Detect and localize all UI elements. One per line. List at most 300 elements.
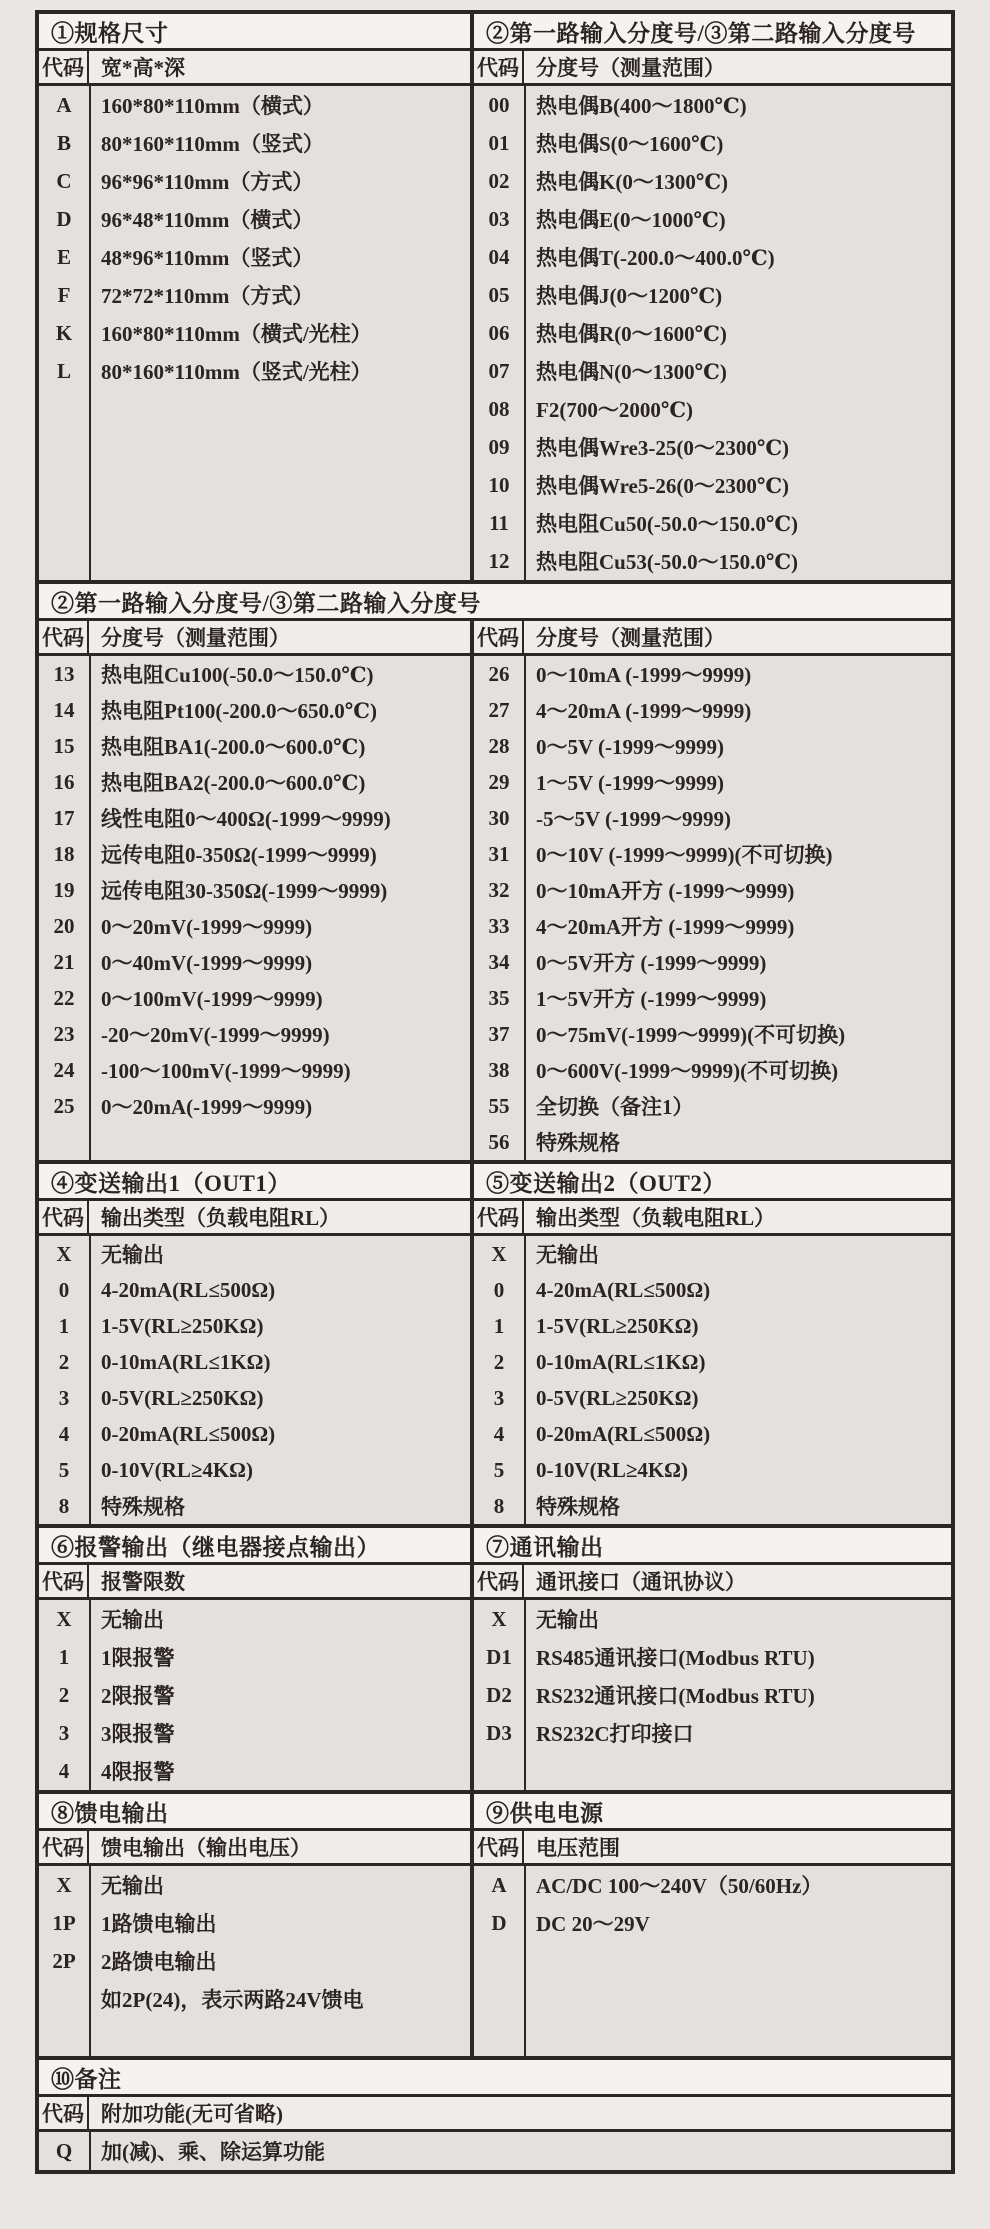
table-row <box>474 1416 951 1452</box>
table-row <box>474 980 951 1016</box>
row-desc: 80*160*110mm（竖式/光柱） <box>101 360 372 384</box>
row-code: 3 <box>58 1385 70 1410</box>
row-code: 8 <box>58 1493 70 1518</box>
column-header <box>39 1831 470 1866</box>
row-code: Q <box>55 2138 73 2163</box>
row-code: 0 <box>58 1277 70 1302</box>
row-desc: 全切换（备注1） <box>536 1095 694 1119</box>
table-row <box>39 872 470 908</box>
code-column-header: 代码 <box>474 1565 524 1597</box>
row-code: 5 <box>58 1457 70 1482</box>
code-column-header: 代码 <box>39 1201 89 1233</box>
table-row <box>39 908 470 944</box>
row-desc: 0～10V (-1999～9999)(不可切换) <box>536 843 833 867</box>
row-code: 8 <box>493 1493 505 1518</box>
code-column-header: 代码 <box>474 1201 524 1233</box>
row-desc: 0～10mA开方 (-1999～9999) <box>536 879 795 903</box>
table-row <box>39 276 470 314</box>
row-code: 2 <box>58 1682 70 1707</box>
row-code: 12 <box>488 548 510 573</box>
table-row <box>39 1344 470 1380</box>
table-row <box>39 944 470 980</box>
table-row <box>474 1638 951 1676</box>
row-desc: 1路馈电输出 <box>101 1912 217 1936</box>
row-desc: 加(减)、乘、除运算功能 <box>101 2140 325 2164</box>
row-desc: 0～20mA(-1999～9999) <box>101 1095 313 1119</box>
table-row <box>474 908 951 944</box>
row-desc: 1限报警 <box>101 1646 175 1670</box>
row-code: 10 <box>488 472 510 497</box>
desc-column-header: 分度号（测量范围） <box>536 626 725 650</box>
row-desc: 热电阻Cu100(-50.0～150.0℃) <box>101 663 374 687</box>
desc-column-header: 电压范围 <box>536 1836 620 1860</box>
table-row <box>474 1236 951 1272</box>
row-desc: 热电阻Pt100(-200.0～650.0℃) <box>101 699 377 723</box>
row-desc: 特殊规格 <box>536 1495 620 1519</box>
column-header <box>39 1565 470 1600</box>
row-desc: 远传电阻30-350Ω(-1999～9999) <box>101 879 388 903</box>
table-row <box>474 1714 951 1752</box>
section-title: ⑧馈电输出 <box>39 1794 470 1831</box>
row-code: 2 <box>58 1349 70 1374</box>
row-code: 11 <box>489 510 509 535</box>
section-remarks <box>39 2097 951 2170</box>
table-row <box>474 86 951 124</box>
row-desc: 0～600V(-1999～9999)(不可切换) <box>536 1059 839 1083</box>
row-code: D1 <box>486 1644 512 1669</box>
row-code: 18 <box>53 841 75 866</box>
table-row <box>39 1488 470 1524</box>
row-desc: F2(700～2000℃) <box>536 398 693 422</box>
column-header <box>474 1565 951 1600</box>
row-code: 15 <box>53 733 75 758</box>
row-code: 02 <box>488 168 510 193</box>
table-row <box>474 1380 951 1416</box>
desc-column-header: 输出类型（负载电阻RL） <box>101 1206 341 1230</box>
table-row <box>474 944 951 980</box>
row-code: L <box>56 358 71 383</box>
row-desc: -20～20mV(-1999～9999) <box>101 1023 330 1047</box>
row-code: 04 <box>488 244 510 269</box>
table-row <box>39 1016 470 1052</box>
column-header <box>474 621 951 656</box>
table-row <box>474 1344 951 1380</box>
row-desc: 0-5V(RL≥250KΩ) <box>536 1385 699 1410</box>
panel-row-1 <box>39 14 951 584</box>
table-row <box>39 200 470 238</box>
row-code: 29 <box>488 769 510 794</box>
row-code: 09 <box>488 434 510 459</box>
table-row <box>39 352 470 390</box>
row-desc: 特殊规格 <box>101 1495 185 1519</box>
table-row <box>39 124 470 162</box>
row-code: 01 <box>488 130 510 155</box>
section-comm-output <box>470 1528 951 1790</box>
table-row <box>39 836 470 872</box>
row-desc: 0～40mV(-1999～9999) <box>101 951 313 975</box>
ordering-code-table <box>35 10 955 2174</box>
panel-row-2 <box>39 584 951 1164</box>
row-desc: 线性电阻0～400Ω(-1999～9999) <box>101 807 391 831</box>
column-header <box>474 51 951 86</box>
input-index-rows-13-25 <box>39 656 470 1160</box>
column-header <box>39 1201 470 1236</box>
row-desc: RS232C打印接口 <box>536 1722 694 1746</box>
table-row <box>39 1308 470 1344</box>
row-desc: 2限报警 <box>101 1684 175 1708</box>
table-row <box>39 1600 470 1638</box>
table-row <box>39 1676 470 1714</box>
row-desc: 0-10mA(RL≤1KΩ) <box>536 1349 706 1374</box>
row-code: 0 <box>493 1277 505 1302</box>
row-desc: 无输出 <box>536 1243 599 1267</box>
table-row <box>474 428 951 466</box>
row-desc: 96*48*110mm（横式） <box>101 208 314 232</box>
row-code: 55 <box>488 1093 510 1118</box>
section-title: ④变送输出1（OUT1） <box>39 1164 470 1201</box>
row-code: 2 <box>493 1349 505 1374</box>
input-index-rows-26-56 <box>474 656 951 1160</box>
code-column-header: 代码 <box>474 1831 524 1863</box>
row-desc: 160*80*110mm（横式） <box>101 94 324 118</box>
row-code: 14 <box>53 697 75 722</box>
remarks-split <box>39 2097 951 2170</box>
table-row <box>39 980 470 1016</box>
table-row <box>39 1980 470 2018</box>
row-desc: 热电偶E(0～1000℃) <box>536 208 726 232</box>
row-code: 31 <box>488 841 510 866</box>
remarks-rows <box>39 2132 951 2170</box>
table-row <box>39 314 470 352</box>
table-row <box>474 836 951 872</box>
table-row <box>39 728 470 764</box>
row-code: 35 <box>488 985 510 1010</box>
row-code: 4 <box>58 1758 70 1783</box>
row-code: 1P <box>52 1910 76 1935</box>
row-code: 05 <box>488 282 510 307</box>
table-row <box>39 1088 470 1124</box>
row-desc: 4～20mA开方 (-1999～9999) <box>536 915 795 939</box>
row-code: B <box>56 130 71 155</box>
section-title: ⑤变送输出2（OUT2） <box>474 1164 951 1201</box>
code-column-header: 代码 <box>39 621 89 653</box>
row-desc: 无输出 <box>536 1608 599 1632</box>
row-desc: 热电偶K(0～1300℃) <box>536 170 728 194</box>
input-index-right-panel <box>470 621 951 1160</box>
table-row <box>474 314 951 352</box>
table-row <box>39 1866 470 1904</box>
table-row <box>474 124 951 162</box>
code-column-header: 代码 <box>39 51 89 83</box>
row-desc: 4-20mA(RL≤500Ω) <box>536 1277 711 1302</box>
row-code: K <box>55 320 73 345</box>
input-index-rows-00-12 <box>474 86 951 580</box>
row-desc: 无输出 <box>101 1874 164 1898</box>
row-desc: 热电偶T(-200.0～400.0℃) <box>536 246 775 270</box>
table-row <box>474 800 951 836</box>
table-row <box>474 692 951 728</box>
table-row <box>474 728 951 764</box>
row-desc: 1～5V开方 (-1999～9999) <box>536 987 767 1011</box>
row-desc: 热电偶Wre5-26(0～2300℃) <box>536 474 790 498</box>
table-row <box>39 1942 470 1980</box>
section-transmit-out1 <box>39 1164 470 1524</box>
table-row <box>39 162 470 200</box>
alarm-rows <box>39 1600 470 1790</box>
table-row <box>39 1416 470 1452</box>
row-desc: 72*72*110mm（方式） <box>101 284 314 308</box>
table-row <box>474 872 951 908</box>
row-code: 17 <box>53 805 75 830</box>
row-desc: 0-10mA(RL≤1KΩ) <box>101 1349 271 1374</box>
table-row <box>474 276 951 314</box>
row-code: A <box>491 1872 507 1897</box>
input-index-continuation <box>39 621 951 1160</box>
row-code: 38 <box>488 1057 510 1082</box>
row-code <box>39 1980 89 2018</box>
feed-output-rows <box>39 1866 470 2056</box>
out2-rows <box>474 1236 951 1524</box>
row-desc: 热电偶B(400～1800℃) <box>536 94 747 118</box>
row-code: 26 <box>488 661 510 686</box>
row-desc: 0～5V开方 (-1999～9999) <box>536 951 767 975</box>
row-code: 33 <box>488 913 510 938</box>
row-code: 13 <box>53 661 75 686</box>
table-row <box>39 1904 470 1942</box>
row-desc: 0-10V(RL≥4KΩ) <box>101 1457 253 1482</box>
table-row <box>474 1600 951 1638</box>
desc-column-header: 附加功能(无可省略) <box>101 2102 283 2126</box>
power-supply-rows <box>474 1866 951 2056</box>
row-desc: 热电阻BA2(-200.0～600.0℃) <box>101 771 366 795</box>
row-code: 37 <box>488 1021 510 1046</box>
row-code: 06 <box>488 320 510 345</box>
table-row <box>474 238 951 276</box>
table-row <box>474 1124 951 1160</box>
table-row <box>474 1272 951 1308</box>
row-code: 2P <box>52 1948 76 1973</box>
section-title: ⑥报警输出（继电器接点输出） <box>39 1528 470 1565</box>
row-code: D <box>56 206 72 231</box>
row-desc: 热电阻BA1(-200.0～600.0℃) <box>101 735 366 759</box>
row-desc: 3限报警 <box>101 1722 175 1746</box>
row-code: 1 <box>493 1313 505 1338</box>
table-row <box>39 656 470 692</box>
column-header <box>39 2097 951 2132</box>
row-desc: 0～5V (-1999～9999) <box>536 735 725 759</box>
table-row <box>39 2132 951 2170</box>
table-row <box>39 1272 470 1308</box>
section-title: ②第一路输入分度号/③第二路输入分度号 <box>474 14 951 51</box>
row-desc: DC 20～29V <box>536 1912 650 1936</box>
row-code: 20 <box>53 913 75 938</box>
section-title: ⑩备注 <box>39 2060 951 2097</box>
row-desc: 1-5V(RL≥250KΩ) <box>536 1313 699 1338</box>
row-code: D <box>491 1910 507 1935</box>
row-desc: RS232通讯接口(Modbus RTU) <box>536 1684 815 1708</box>
row-desc: 热电偶S(0～1600℃) <box>536 132 724 156</box>
row-desc: 1～5V (-1999～9999) <box>536 771 725 795</box>
table-row <box>39 1714 470 1752</box>
row-code: 23 <box>53 1021 75 1046</box>
row-code: 24 <box>53 1057 75 1082</box>
desc-column-header: 报警限数 <box>101 1570 185 1594</box>
row-code: 16 <box>53 769 75 794</box>
row-code: 32 <box>488 877 510 902</box>
panel-row-3 <box>39 1164 951 1528</box>
row-code: E <box>56 244 71 269</box>
column-header <box>474 1831 951 1866</box>
row-desc: 如2P(24)，表示两路24V馈电 <box>101 1988 364 2012</box>
row-desc: 无输出 <box>101 1243 164 1267</box>
table-row <box>39 1452 470 1488</box>
row-desc: 0-20mA(RL≤500Ω) <box>101 1421 276 1446</box>
table-row <box>474 162 951 200</box>
table-row <box>39 764 470 800</box>
table-row <box>474 1904 951 1942</box>
row-desc: 2路馈电输出 <box>101 1950 217 1974</box>
code-column-header: 代码 <box>474 621 524 653</box>
row-code: 28 <box>488 733 510 758</box>
row-code: 56 <box>488 1129 510 1154</box>
table-row <box>474 1866 951 1904</box>
panel-row-4 <box>39 1528 951 1794</box>
code-column-header: 代码 <box>39 1831 89 1863</box>
section-input-index-top <box>470 14 951 580</box>
code-column-header: 代码 <box>39 2097 89 2129</box>
row-desc: 4-20mA(RL≤500Ω) <box>101 1277 276 1302</box>
table-row <box>474 542 951 580</box>
section-transmit-out2 <box>470 1164 951 1524</box>
row-code: 08 <box>488 396 510 421</box>
table-row <box>39 1380 470 1416</box>
panel-row-6 <box>39 2060 951 2170</box>
desc-column-header: 分度号（测量范围） <box>536 56 725 80</box>
row-code: 22 <box>53 985 75 1010</box>
row-desc: 无输出 <box>101 1608 164 1632</box>
row-desc: -100～100mV(-1999～9999) <box>101 1059 351 1083</box>
row-code: X <box>56 1872 72 1897</box>
row-desc: 0-20mA(RL≤500Ω) <box>536 1421 711 1446</box>
out1-rows <box>39 1236 470 1524</box>
row-code: X <box>491 1606 507 1631</box>
section-feed-output <box>39 1794 470 2056</box>
row-code: 25 <box>53 1093 75 1118</box>
column-header <box>474 1201 951 1236</box>
desc-column-header: 分度号（测量范围） <box>101 626 290 650</box>
row-desc: 0-10V(RL≥4KΩ) <box>536 1457 688 1482</box>
table-row <box>474 390 951 428</box>
row-code: 4 <box>58 1421 70 1446</box>
row-desc: 热电偶Wre3-25(0～2300℃) <box>536 436 790 460</box>
row-code: 3 <box>58 1720 70 1745</box>
desc-column-header: 输出类型（负载电阻RL） <box>536 1206 776 1230</box>
section-title: ②第一路输入分度号/③第二路输入分度号 <box>39 584 951 621</box>
row-code: X <box>56 1241 72 1266</box>
table-row <box>474 200 951 238</box>
row-desc: 0～10mA (-1999～9999) <box>536 663 752 687</box>
row-code: A <box>56 92 72 117</box>
code-column-header: 代码 <box>39 1565 89 1597</box>
row-desc: 热电偶R(0～1600℃) <box>536 322 727 346</box>
table-row <box>39 1236 470 1272</box>
comm-rows <box>474 1600 951 1790</box>
table-row <box>39 1752 470 1790</box>
table-row <box>474 764 951 800</box>
section-spec-size <box>39 14 470 580</box>
table-row <box>39 238 470 276</box>
table-row <box>474 352 951 390</box>
row-code: 27 <box>488 697 510 722</box>
row-desc: -5～5V (-1999～9999) <box>536 807 732 831</box>
row-code: X <box>491 1241 507 1266</box>
row-desc: 1-5V(RL≥250KΩ) <box>101 1313 264 1338</box>
column-header <box>39 621 470 656</box>
row-code: C <box>56 168 72 193</box>
row-desc: 160*80*110mm（横式/光柱） <box>101 322 372 346</box>
row-desc: AC/DC 100～240V（50/60Hz） <box>536 1874 823 1898</box>
section-title: ①规格尺寸 <box>39 14 470 51</box>
row-code: X <box>56 1606 72 1631</box>
column-header <box>39 51 470 86</box>
row-code: 03 <box>488 206 510 231</box>
row-code: 07 <box>488 358 510 383</box>
row-code: F <box>57 282 71 307</box>
row-code: D2 <box>486 1682 512 1707</box>
table-row <box>474 504 951 542</box>
section-title: ⑨供电电源 <box>474 1794 951 1831</box>
row-code: 1 <box>58 1644 70 1669</box>
section-power-supply <box>470 1794 951 2056</box>
panel-row-5 <box>39 1794 951 2060</box>
input-index-left-panel <box>39 621 470 1160</box>
table-row <box>39 86 470 124</box>
table-row <box>39 692 470 728</box>
row-code: 21 <box>53 949 75 974</box>
row-desc: 0～20mV(-1999～9999) <box>101 915 313 939</box>
row-desc: 热电偶N(0～1300℃) <box>536 360 727 384</box>
row-desc: 96*96*110mm（方式） <box>101 170 314 194</box>
table-row <box>39 800 470 836</box>
table-row <box>474 1308 951 1344</box>
desc-column-header: 宽*高*深 <box>101 56 185 80</box>
table-row <box>474 1016 951 1052</box>
row-desc: 0～75mV(-1999～9999)(不可切换) <box>536 1023 846 1047</box>
desc-column-header: 馈电输出（输出电压） <box>101 1836 311 1860</box>
row-desc: 热电偶J(0～1200℃) <box>536 284 723 308</box>
row-desc: 热电阻Cu53(-50.0～150.0℃) <box>536 550 798 574</box>
row-code: 34 <box>488 949 510 974</box>
row-desc: 特殊规格 <box>536 1131 620 1155</box>
row-code: 30 <box>488 805 510 830</box>
row-code: 1 <box>58 1313 70 1338</box>
row-code: 5 <box>493 1457 505 1482</box>
row-desc: 0-5V(RL≥250KΩ) <box>101 1385 264 1410</box>
table-row <box>474 1452 951 1488</box>
row-desc: 80*160*110mm（竖式） <box>101 132 324 156</box>
row-desc: 4～20mA (-1999～9999) <box>536 699 752 723</box>
table-row <box>474 466 951 504</box>
row-code: D3 <box>486 1720 512 1745</box>
code-column-header: 代码 <box>474 51 524 83</box>
row-code: 4 <box>493 1421 505 1446</box>
table-row <box>474 1488 951 1524</box>
section-title: ⑦通讯输出 <box>474 1528 951 1565</box>
row-desc: 0～100mV(-1999～9999) <box>101 987 323 1011</box>
row-desc: 远传电阻0-350Ω(-1999～9999) <box>101 843 377 867</box>
table-row <box>39 1052 470 1088</box>
row-code: 3 <box>493 1385 505 1410</box>
